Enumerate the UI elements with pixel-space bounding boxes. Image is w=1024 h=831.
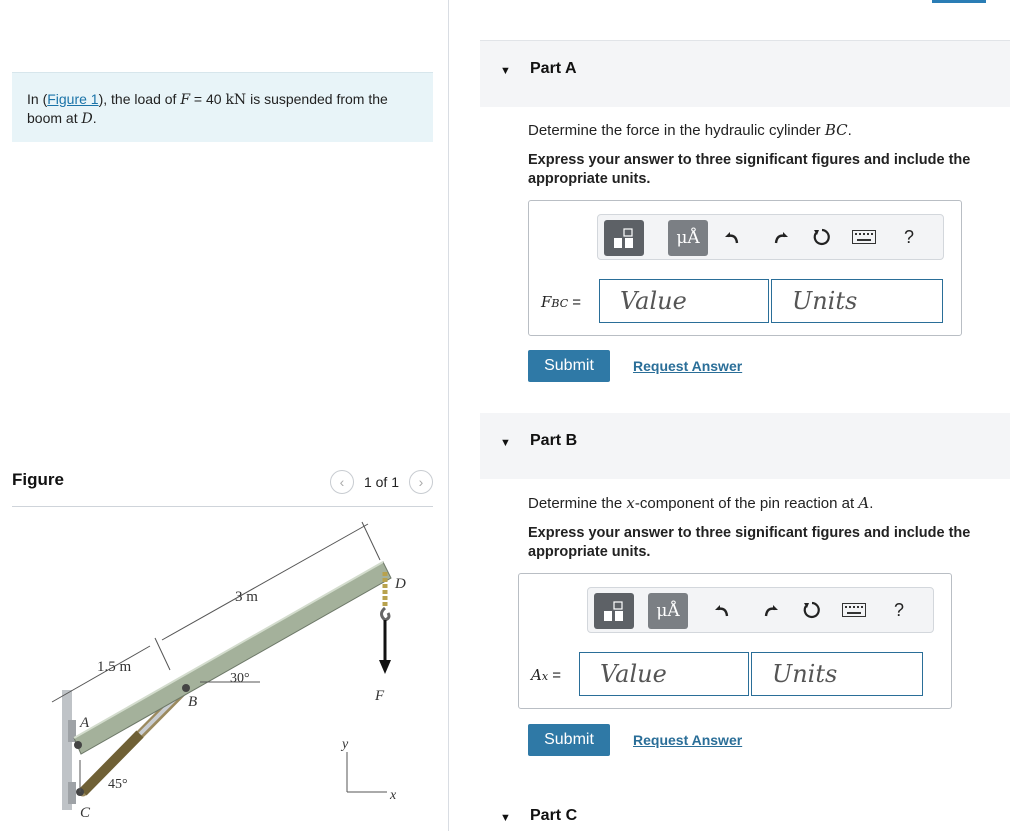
force-f-label: F [375, 688, 385, 704]
point-variable: D [81, 111, 93, 127]
question-variable: BC [824, 121, 848, 139]
help-icon: ? [893, 599, 904, 620]
boom [74, 562, 391, 754]
y-axis-label: y [342, 737, 349, 752]
help-button[interactable] [887, 598, 911, 622]
units-icon: μÅ [656, 601, 680, 621]
keyboard-icon [852, 230, 876, 244]
question-text: Determine the [528, 495, 627, 512]
prev-figure-button[interactable] [330, 470, 354, 494]
part-c-header[interactable] [480, 788, 1010, 831]
x-axis-label: x [390, 788, 397, 803]
force-variable: F [180, 92, 191, 108]
dim-line-3m [162, 524, 368, 640]
part-b-header[interactable] [480, 413, 1010, 479]
chevron-right-icon: › [418, 474, 424, 490]
reset-icon [812, 227, 832, 247]
collapse-triangle-icon[interactable]: ▼ [500, 812, 511, 824]
problem-statement [12, 72, 433, 142]
chevron-left-icon: ‹ [339, 474, 345, 490]
question-variable: A [858, 494, 870, 512]
part-b-instruction: Express your answer to three significant figures and include the appropriate units. [528, 525, 971, 560]
part-a-variable-label [541, 293, 581, 311]
part-a-toolbar [597, 214, 944, 260]
part-b-variable-label [531, 666, 561, 684]
point-b-label: B [188, 694, 198, 710]
part-c-label: Part C [530, 807, 578, 824]
dim-ext-d [362, 522, 380, 560]
figure-title: Figure [12, 470, 64, 489]
variable-main: F [541, 293, 552, 311]
part-a-label: Part A [530, 60, 577, 77]
pin-a [74, 741, 82, 749]
variable-subscript: x [541, 670, 549, 683]
redo-icon [771, 228, 789, 246]
question-text: . [869, 495, 874, 512]
equals-sign: = [548, 667, 561, 684]
units-button[interactable] [668, 220, 708, 256]
undo-button[interactable] [721, 225, 745, 249]
part-b-request-answer-link[interactable]: Request Answer [633, 732, 743, 748]
reset-button[interactable] [810, 225, 834, 249]
intro-text: ), the load of [98, 91, 181, 107]
force-arrowhead [379, 660, 391, 674]
angle-30-label: 30° [230, 671, 250, 686]
part-a-request-answer-link[interactable]: Request Answer [633, 358, 743, 374]
intro-text: In ( [27, 91, 48, 107]
templates-button[interactable] [604, 220, 644, 256]
part-a-units-input[interactable]: Units [771, 279, 943, 323]
part-b-submit-button[interactable]: Submit [528, 724, 610, 756]
redo-button[interactable] [758, 598, 782, 622]
part-b-label: Part B [530, 432, 578, 449]
intro-text: = 40 [190, 91, 226, 107]
redo-button[interactable] [768, 225, 792, 249]
keyboard-icon [842, 603, 866, 617]
angle-45-label: 45° [108, 777, 128, 792]
keyboard-button[interactable] [842, 598, 866, 622]
point-d-label: D [395, 576, 406, 592]
dim-1-5m-label: 1.5 m [97, 659, 132, 675]
next-figure-button[interactable] [409, 470, 433, 494]
undo-icon [724, 228, 742, 246]
help-button[interactable] [897, 225, 921, 249]
part-b-toolbar [587, 587, 934, 633]
help-icon: ? [903, 226, 914, 247]
keyboard-button[interactable] [852, 225, 876, 249]
pin-b [182, 684, 190, 692]
part-b-units-input[interactable]: Units [751, 652, 923, 696]
reset-icon [802, 600, 822, 620]
part-a-answer-box [528, 200, 962, 336]
question-variable: x [626, 494, 635, 512]
intro-text: is suspended from the boom at [27, 91, 388, 126]
undo-icon [714, 601, 732, 619]
top-tab-indicator [932, 0, 986, 3]
part-b-question [528, 494, 873, 512]
pager-count: 1 of 1 [363, 474, 399, 490]
templates-icon [594, 593, 634, 629]
part-a-header[interactable] [480, 41, 1010, 107]
figure-pager [330, 470, 433, 494]
equals-sign: = [568, 294, 582, 311]
part-a-instruction: Express your answer to three significant figures and include the appropriate units. [528, 152, 971, 187]
figure-link[interactable]: Figure 1 [47, 91, 99, 107]
panel-divider [448, 0, 449, 831]
redo-icon [761, 601, 779, 619]
questions-panel [480, 0, 1010, 831]
part-a-question [528, 121, 852, 139]
point-c-label: C [80, 805, 91, 821]
intro-text: . [92, 110, 97, 126]
question-text: Determine the force in the hydraulic cylinder [528, 122, 825, 139]
force-unit: kN [225, 92, 247, 108]
question-text: . [847, 122, 852, 139]
point-a-label: A [80, 715, 90, 731]
pin-c-bracket [68, 782, 76, 804]
templates-button[interactable] [594, 593, 634, 629]
question-text: -component of the pin reaction at [634, 495, 859, 512]
collapse-triangle-icon[interactable]: ▼ [500, 437, 511, 449]
problem-panel [0, 0, 448, 831]
dim-3m-label: 3 m [235, 589, 258, 605]
boom-highlight [74, 562, 383, 738]
reset-button[interactable] [800, 598, 824, 622]
templates-icon [604, 220, 644, 256]
dim-ext-b [155, 638, 170, 670]
undo-button[interactable] [711, 598, 735, 622]
collapse-triangle-icon[interactable]: ▼ [500, 65, 511, 77]
variable-subscript: BC [551, 297, 569, 310]
variable-main: A [531, 666, 542, 684]
part-a-submit-button[interactable]: Submit [528, 350, 610, 382]
hook [382, 608, 390, 620]
units-button[interactable] [648, 593, 688, 629]
figure-header [12, 468, 433, 507]
part-b-answer-box [518, 573, 952, 709]
boom-figure [50, 520, 430, 825]
part-b-value-input[interactable]: Value [579, 652, 749, 696]
units-icon: μÅ [676, 228, 700, 248]
part-a-value-input[interactable]: Value [599, 279, 769, 323]
